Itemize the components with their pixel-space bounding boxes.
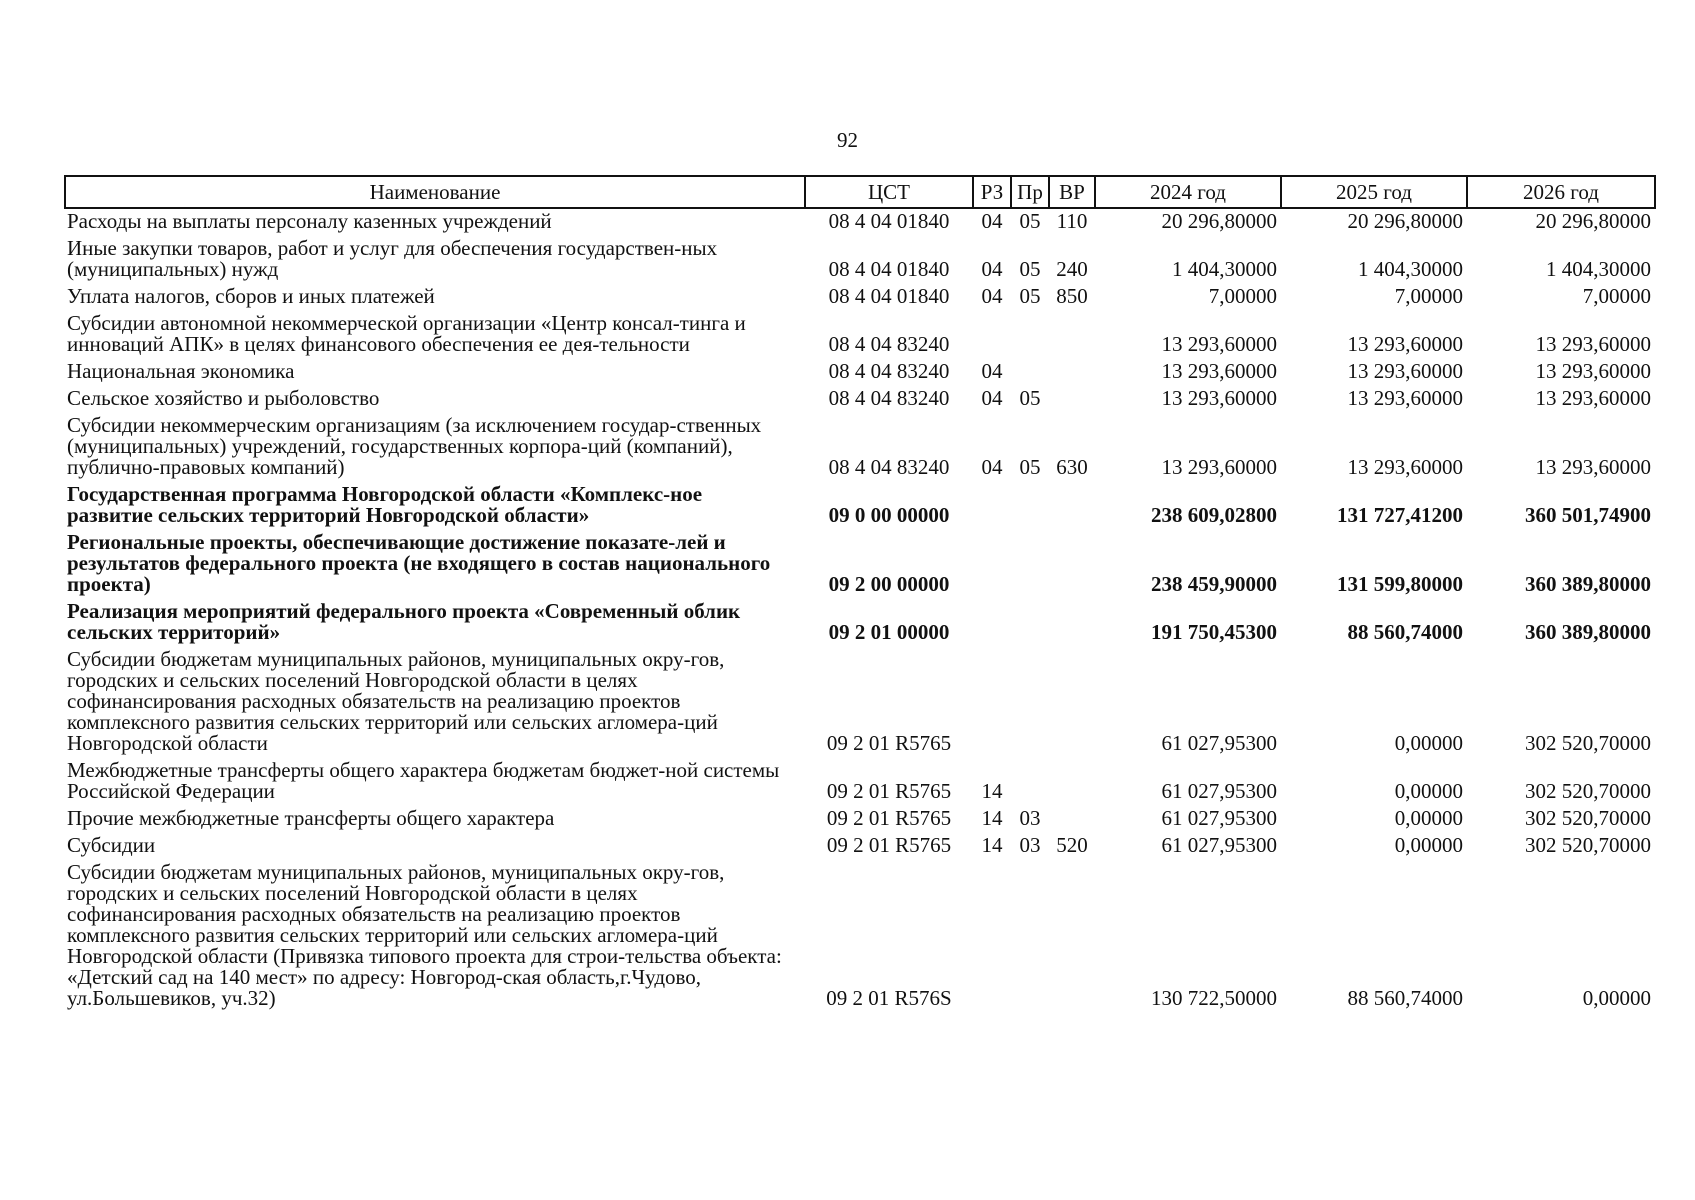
cell-cst: 08 4 04 83240 <box>828 332 950 356</box>
cell-pr <box>1011 311 1049 359</box>
cell-name: Государственная программа Новгородской области «Комплекс-ное развитие сельских территорий Новгородской области» <box>67 482 703 527</box>
cell-vr <box>1049 482 1095 530</box>
table-row <box>65 647 1655 758</box>
table-row <box>65 236 1655 284</box>
cell-2026: 302 520,70000 <box>1525 806 1651 830</box>
cell-name: Реализация мероприятий федерального проекта «Современный облик сельских территорий» <box>67 599 741 644</box>
header-vr: ВР <box>1049 176 1095 208</box>
header-row <box>65 176 1655 208</box>
cell-cst: 09 2 01 R576S <box>826 986 952 1010</box>
cell-2025: 131 727,41200 <box>1337 503 1463 527</box>
cell-2025: 13 293,60000 <box>1347 455 1463 479</box>
cell-cst: 08 4 04 01840 <box>828 284 950 308</box>
cell-2025: 88 560,74000 <box>1347 986 1463 1010</box>
table-row <box>65 860 1655 1013</box>
cell-pr <box>1011 599 1049 647</box>
cell-rz: 04 <box>981 284 1003 308</box>
budget-table <box>64 175 1656 1013</box>
cell-rz <box>973 647 1011 758</box>
cell-2026: 7,00000 <box>1582 284 1651 308</box>
cell-vr <box>1049 530 1095 599</box>
header-2025: 2025 год <box>1281 176 1467 208</box>
cell-vr: 630 <box>1056 455 1088 479</box>
cell-pr <box>1011 482 1049 530</box>
cell-vr <box>1049 806 1095 833</box>
cell-pr: 05 <box>1019 284 1041 308</box>
cell-rz: 14 <box>981 779 1003 803</box>
table-row <box>65 833 1655 860</box>
cell-cst: 08 4 04 83240 <box>828 359 950 383</box>
header-pr: Пр <box>1011 176 1049 208</box>
header-rz: РЗ <box>973 176 1011 208</box>
table-row <box>65 599 1655 647</box>
cell-2024: 13 293,60000 <box>1161 386 1277 410</box>
cell-pr <box>1011 530 1049 599</box>
cell-2025: 13 293,60000 <box>1347 359 1463 383</box>
cell-2025: 7,00000 <box>1394 284 1463 308</box>
header-2024: 2024 год <box>1095 176 1281 208</box>
table-row <box>65 758 1655 806</box>
cell-name: Национальная экономика <box>67 359 295 383</box>
table-row <box>65 413 1655 482</box>
cell-2024: 7,00000 <box>1208 284 1277 308</box>
cell-name: Региональные проекты, обеспечивающие достижение показате-лей и результатов федерального проекта (не входящего в состав национального проекта) <box>67 530 771 596</box>
cell-2026: 13 293,60000 <box>1535 386 1651 410</box>
cell-2026: 360 501,74900 <box>1525 503 1651 527</box>
cell-name: Субсидии бюджетам муниципальных районов, муниципальных окру-гов, городских и сельских поселений Новгородской области в целях софинансирования расходных обязательств на реализацию проектов комплексного развития сельских территорий или сельских агломера-ций Новгородской области <box>67 647 725 755</box>
table-row <box>65 806 1655 833</box>
cell-name: Субсидии бюджетам муниципальных районов, муниципальных окру-гов, городских и сельских поселений Новгородской области в целях софинансирования расходных обязательств на реализацию проектов комплексного развития сельских территорий или сельских агломера-ций Новгородской области (Привязка типового проекта для строи-тельства объекта: «Детский сад на 140 мест» по адресу: Новгород-ская область,г.Чудово, ул.Большевиков, уч.32) <box>67 860 782 1010</box>
cell-2025: 0,00000 <box>1394 806 1463 830</box>
cell-cst: 09 2 01 R5765 <box>826 833 952 857</box>
cell-2025: 0,00000 <box>1394 731 1463 755</box>
cell-rz <box>973 530 1011 599</box>
cell-pr <box>1011 758 1049 806</box>
cell-2026: 13 293,60000 <box>1535 455 1651 479</box>
cell-pr: 05 <box>1019 386 1041 410</box>
cell-cst: 08 4 04 01840 <box>828 257 950 281</box>
cell-vr: 520 <box>1056 833 1088 857</box>
cell-2024: 13 293,60000 <box>1161 359 1277 383</box>
cell-vr <box>1049 647 1095 758</box>
table-row <box>65 208 1655 236</box>
page-number: 92 <box>837 128 858 152</box>
cell-vr: 110 <box>1056 209 1088 233</box>
cell-2026: 302 520,70000 <box>1525 779 1651 803</box>
cell-2024: 238 609,02800 <box>1151 503 1277 527</box>
table-header <box>65 176 1655 208</box>
cell-name: Субсидии автономной некоммерческой организации «Центр консал-тинга и инноваций АПК» в целях финансового обеспечения ее дея-тельности <box>67 311 746 356</box>
cell-vr: 850 <box>1056 284 1088 308</box>
cell-cst: 09 2 01 00000 <box>828 620 950 644</box>
cell-2025: 0,00000 <box>1394 833 1463 857</box>
cell-vr <box>1049 311 1095 359</box>
cell-pr: 03 <box>1019 833 1041 857</box>
cell-cst: 08 4 04 01840 <box>828 209 950 233</box>
cell-2024: 1 404,30000 <box>1172 257 1277 281</box>
cell-pr: 05 <box>1019 455 1041 479</box>
cell-name: Уплата налогов, сборов и иных платежей <box>67 284 435 308</box>
cell-2026: 302 520,70000 <box>1525 833 1651 857</box>
cell-2024: 61 027,95300 <box>1161 779 1277 803</box>
cell-vr <box>1049 386 1095 413</box>
cell-pr: 03 <box>1019 806 1041 830</box>
cell-2025: 1 404,30000 <box>1358 257 1463 281</box>
cell-name: Субсидии <box>67 833 156 857</box>
cell-2024: 191 750,45300 <box>1151 620 1277 644</box>
cell-rz: 14 <box>981 833 1003 857</box>
cell-2026: 360 389,80000 <box>1525 620 1651 644</box>
cell-2025: 131 599,80000 <box>1337 572 1463 596</box>
cell-2025: 0,00000 <box>1394 779 1463 803</box>
cell-2025: 13 293,60000 <box>1347 332 1463 356</box>
cell-cst: 09 0 00 00000 <box>828 503 950 527</box>
cell-pr <box>1011 860 1049 1013</box>
cell-2024: 61 027,95300 <box>1161 833 1277 857</box>
cell-rz <box>973 482 1011 530</box>
cell-rz: 04 <box>981 209 1003 233</box>
cell-vr <box>1049 359 1095 386</box>
cell-name: Расходы на выплаты персоналу казенных учреждений <box>67 209 552 233</box>
header-2026: 2026 год <box>1467 176 1655 208</box>
cell-rz: 14 <box>981 806 1003 830</box>
cell-2026: 360 389,80000 <box>1525 572 1651 596</box>
table-row <box>65 359 1655 386</box>
cell-2026: 20 296,80000 <box>1535 209 1651 233</box>
cell-2024: 238 459,90000 <box>1151 572 1277 596</box>
cell-cst: 09 2 01 R5765 <box>826 779 952 803</box>
table-row <box>65 386 1655 413</box>
cell-cst: 08 4 04 83240 <box>828 386 950 410</box>
cell-rz: 04 <box>981 257 1003 281</box>
cell-2024: 61 027,95300 <box>1161 731 1277 755</box>
table-row <box>65 530 1655 599</box>
cell-pr: 05 <box>1019 257 1041 281</box>
cell-2026: 13 293,60000 <box>1535 332 1651 356</box>
cell-vr: 240 <box>1056 257 1088 281</box>
cell-name: Субсидии некоммерческим организациям (за исключением государ-ственных (муниципальных) учреждений, государственных корпора-ций (компаний), публично-правовых компаний) <box>67 413 762 479</box>
cell-name: Прочие межбюджетные трансферты общего характера <box>67 806 555 830</box>
cell-2026: 1 404,30000 <box>1546 257 1651 281</box>
table-row <box>65 311 1655 359</box>
cell-cst: 09 2 01 R5765 <box>826 731 952 755</box>
cell-rz: 04 <box>981 455 1003 479</box>
cell-2025: 20 296,80000 <box>1347 209 1463 233</box>
cell-name: Межбюджетные трансферты общего характера бюджетам бюджет-ной системы Российской Федерации <box>67 758 780 803</box>
cell-2024: 20 296,80000 <box>1161 209 1277 233</box>
cell-rz: 04 <box>981 386 1003 410</box>
cell-name: Иные закупки товаров, работ и услуг для обеспечения государствен-ных (муниципальных) нужд <box>67 236 718 281</box>
cell-2026: 13 293,60000 <box>1535 359 1651 383</box>
cell-name: Сельское хозяйство и рыболовство <box>67 386 380 410</box>
cell-vr <box>1049 599 1095 647</box>
header-name: Наименование <box>65 176 805 208</box>
table-row <box>65 482 1655 530</box>
cell-vr <box>1049 758 1095 806</box>
cell-pr <box>1011 647 1049 758</box>
cell-rz <box>973 599 1011 647</box>
cell-cst: 09 2 00 00000 <box>828 572 950 596</box>
cell-2024: 61 027,95300 <box>1161 806 1277 830</box>
table-body <box>65 208 1655 1013</box>
header-cst: ЦСТ <box>805 176 973 208</box>
cell-cst: 08 4 04 83240 <box>828 455 950 479</box>
cell-2025: 13 293,60000 <box>1347 386 1463 410</box>
cell-2024: 13 293,60000 <box>1161 455 1277 479</box>
cell-2024: 13 293,60000 <box>1161 332 1277 356</box>
cell-pr <box>1011 359 1049 386</box>
cell-rz <box>973 860 1011 1013</box>
cell-vr <box>1049 860 1095 1013</box>
cell-2024: 130 722,50000 <box>1151 986 1277 1010</box>
cell-rz: 04 <box>981 359 1003 383</box>
cell-2026: 0,00000 <box>1582 986 1651 1010</box>
cell-2025: 88 560,74000 <box>1347 620 1463 644</box>
cell-2026: 302 520,70000 <box>1525 731 1651 755</box>
cell-rz <box>973 311 1011 359</box>
cell-cst: 09 2 01 R5765 <box>826 806 952 830</box>
cell-pr: 05 <box>1019 209 1041 233</box>
table-row <box>65 284 1655 311</box>
